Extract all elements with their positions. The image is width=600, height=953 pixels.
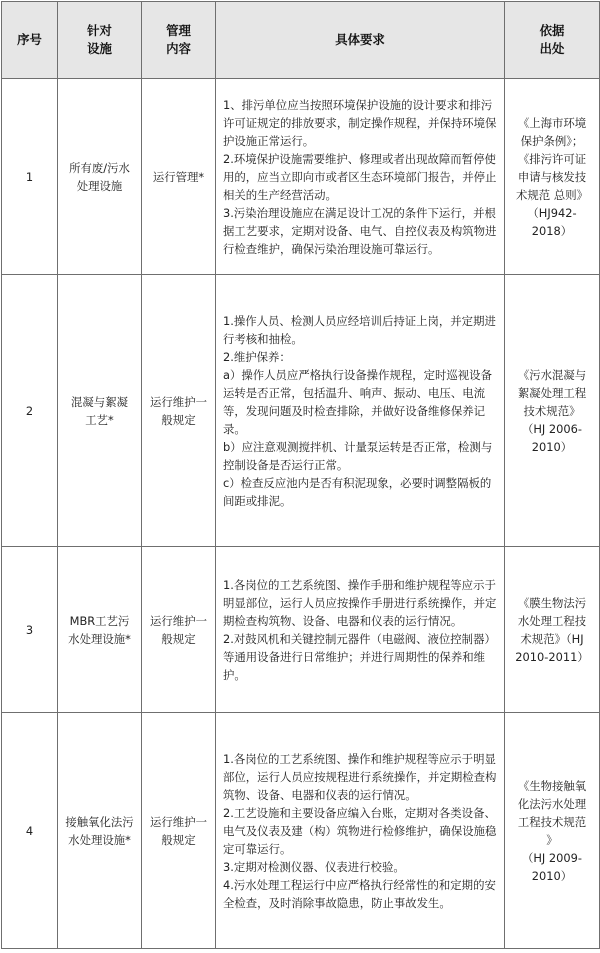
- header-basis-source: 依据 出处: [505, 2, 600, 79]
- requirement-item: 1.各岗位的工艺系统图、操作手册和维护规程等应示于明显部位，运行人员应按操作手册进行系统操作，并定期检查构筑物、设备、电器和仪表的运行情况。: [223, 577, 497, 628]
- row-target-facility: 所有废/污水 处理设施: [58, 79, 142, 275]
- table-row: [2, 275, 600, 547]
- row-requirements: [216, 547, 505, 713]
- requirement-item: 2.维护保养：: [223, 349, 291, 364]
- row-basis-source: 《膜生物法污 水处理工程技 术规范》（HJ 2010-2011）: [505, 547, 600, 713]
- row-seq: 1: [2, 79, 58, 275]
- row-seq: 4: [2, 713, 58, 949]
- row-target-facility: 混凝与絮凝 工艺*: [58, 275, 142, 547]
- row-basis-source: 《上海市环境 保护条例》； 《排污许可证 申请与核发技 术规范 总则》 （HJ942- 2018）: [505, 79, 600, 275]
- requirement-item: 2.对鼓风机和关键控制元器件（电磁阀、液位控制器）等通用设备进行日常维护；并进行周期性的保养和维护。: [223, 631, 496, 682]
- row-requirements: [216, 275, 505, 547]
- header-seq: 序号: [2, 2, 58, 79]
- row-management-content: 运行维护一 般规定: [142, 547, 216, 713]
- header-management-content: 管理 内容: [142, 2, 216, 79]
- requirement-item: c）检查反应池内是否有积泥现象，必要时调整隔板的间距或排泥。: [223, 475, 492, 508]
- row-basis-source: 《生物接触氧 化法污水处理 工程技术规范 》 （HJ 2009- 2010）: [505, 713, 600, 949]
- requirement-item: 1.各岗位的工艺系统图、操作和维护规程等应示于明显部位，运行人员应按规程进行系统操作，并定期检查构筑物、设备、电器和仪表的运行情况。: [223, 751, 497, 802]
- requirement-item: b）应注意观测搅拌机、计量泵运转是否正常，检测与控制设备是否运行正常。: [223, 439, 493, 472]
- requirement-item: 3.定期对检测仪器、仪表进行校验。: [223, 859, 405, 874]
- table-row: [2, 79, 600, 275]
- requirement-item: 4.污水处理工程运行中应严格执行经常性的和定期的安全检查，及时消除事故隐患，防止事故发生。: [223, 877, 496, 910]
- row-basis-source: 《污水混凝与 絮凝处理工程 技术规范》 （HJ 2006- 2010）: [505, 275, 600, 547]
- row-management-content: 运行维护一 般规定: [142, 713, 216, 949]
- requirement-item: a）操作人员应严格执行设备操作规程，定时巡视设备运转是否正常，包括温升、响声、振动、电压、电流等，发现问题及时检查排除，并做好设备维修保养记录。: [223, 367, 492, 436]
- row-management-content: 运行维护一 般规定: [142, 275, 216, 547]
- requirement-item: 1、排污单位应当按照环境保护设施的设计要求和排污许可证规定的排放要求，制定操作规程，并保持环境保护设施正常运行。: [223, 97, 497, 148]
- requirement-item: 3.污染治理设施应在满足设计工况的条件下运行，并根据工艺要求，定期对设备、电气、自控仪表及构筑物进行检查维护，确保污染治理设施可靠运行。: [223, 205, 497, 256]
- row-target-facility: MBR工艺污 水处理设施*: [58, 547, 142, 713]
- header-row: [2, 2, 600, 79]
- header-specific-requirements: 具体要求: [216, 2, 505, 79]
- requirement-item: 1.操作人员、检测人员应经培训后持证上岗，并定期进行考核和抽检。: [223, 313, 496, 346]
- requirement-item: 2.环境保护设施需要维护、修理或者出现故障而暂停使用的，应当立即向市或者区生态环境部门报告，并停止相关的生产经营活动。: [223, 151, 497, 202]
- row-requirements: [216, 713, 505, 949]
- table-row: [2, 547, 600, 713]
- table-row: [2, 713, 600, 949]
- row-seq: 3: [2, 547, 58, 713]
- row-target-facility: 接触氧化法污 水处理设施*: [58, 713, 142, 949]
- requirements-table: [1, 1, 600, 949]
- row-management-content: 运行管理*: [142, 79, 216, 275]
- requirement-item: 2.工艺设施和主要设备应编入台账，定期对各类设备、电气及仪表及建（构）筑物进行检修维护，确保设施稳定可靠运行。: [223, 805, 497, 856]
- header-target-facility: 针对 设施: [58, 2, 142, 79]
- row-seq: 2: [2, 275, 58, 547]
- row-requirements: [216, 79, 505, 275]
